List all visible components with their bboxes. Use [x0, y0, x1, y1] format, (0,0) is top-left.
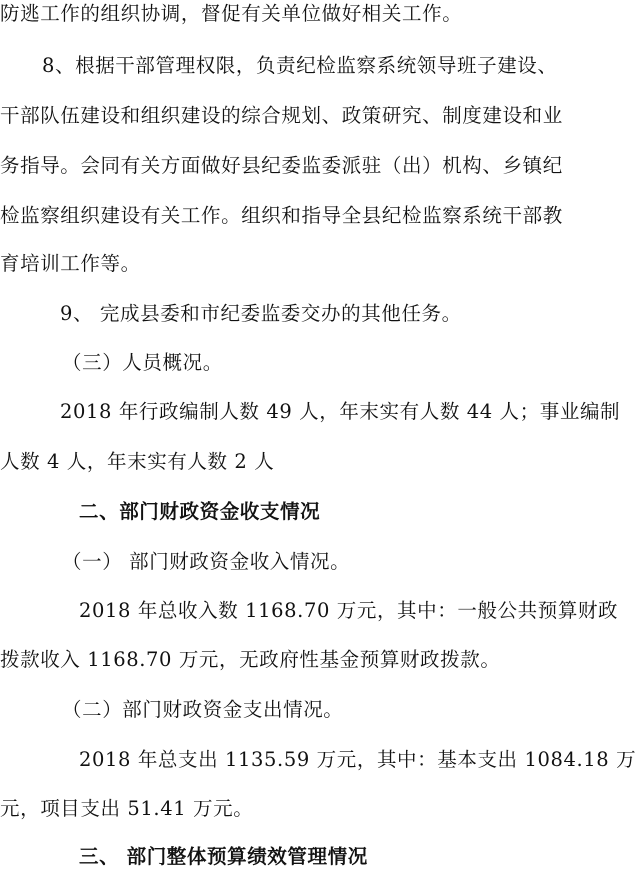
- text-line: 育培训工作等。: [0, 252, 141, 275]
- text-line: 元，项目支出 51.41 万元。: [0, 797, 254, 820]
- text-line: （三）人员概况。: [62, 351, 223, 374]
- text-line: 9、 完成县委和市纪委监委交办的其他任务。: [60, 302, 462, 325]
- text-line: 2018 年总收入数 1168.70 万元，其中：一般公共预算财政: [79, 599, 619, 622]
- text-line: 2018 年行政编制人数 49 人，年末实有人数 44 人；事业编制: [60, 400, 621, 423]
- text-line: 拨款收入 1168.70 万元，无政府性基金预算财政拨款。: [0, 648, 501, 671]
- text-line: （一） 部门财政资金收入情况。: [62, 550, 351, 573]
- text-line: （二）部门财政资金支出情况。: [62, 698, 344, 721]
- section-heading: 二、部门财政资金收支情况: [79, 500, 321, 523]
- text-line: 务指导。会同有关方面做好县纪委监委派驻（出）机构、乡镇纪: [0, 154, 563, 177]
- text-line: 防逃工作的组织协调，督促有关单位做好相关工作。: [0, 2, 463, 25]
- text-line: 人数 4 人，年末实有人数 2 人: [0, 450, 275, 473]
- text-line: 8、根据干部管理权限，负责纪检监察系统领导班子建设、: [42, 54, 558, 77]
- section-heading: 三、 部门整体预算绩效管理情况: [79, 845, 368, 868]
- text-line: 干部队伍建设和组织建设的综合规划、政策研究、制度建设和业: [0, 104, 563, 127]
- text-line: 2018 年总支出 1135.59 万元，其中：基本支出 1084.18 万: [79, 748, 637, 771]
- text-line: 检监察组织建设有关工作。组织和指导全县纪检监察系统干部教: [0, 204, 563, 227]
